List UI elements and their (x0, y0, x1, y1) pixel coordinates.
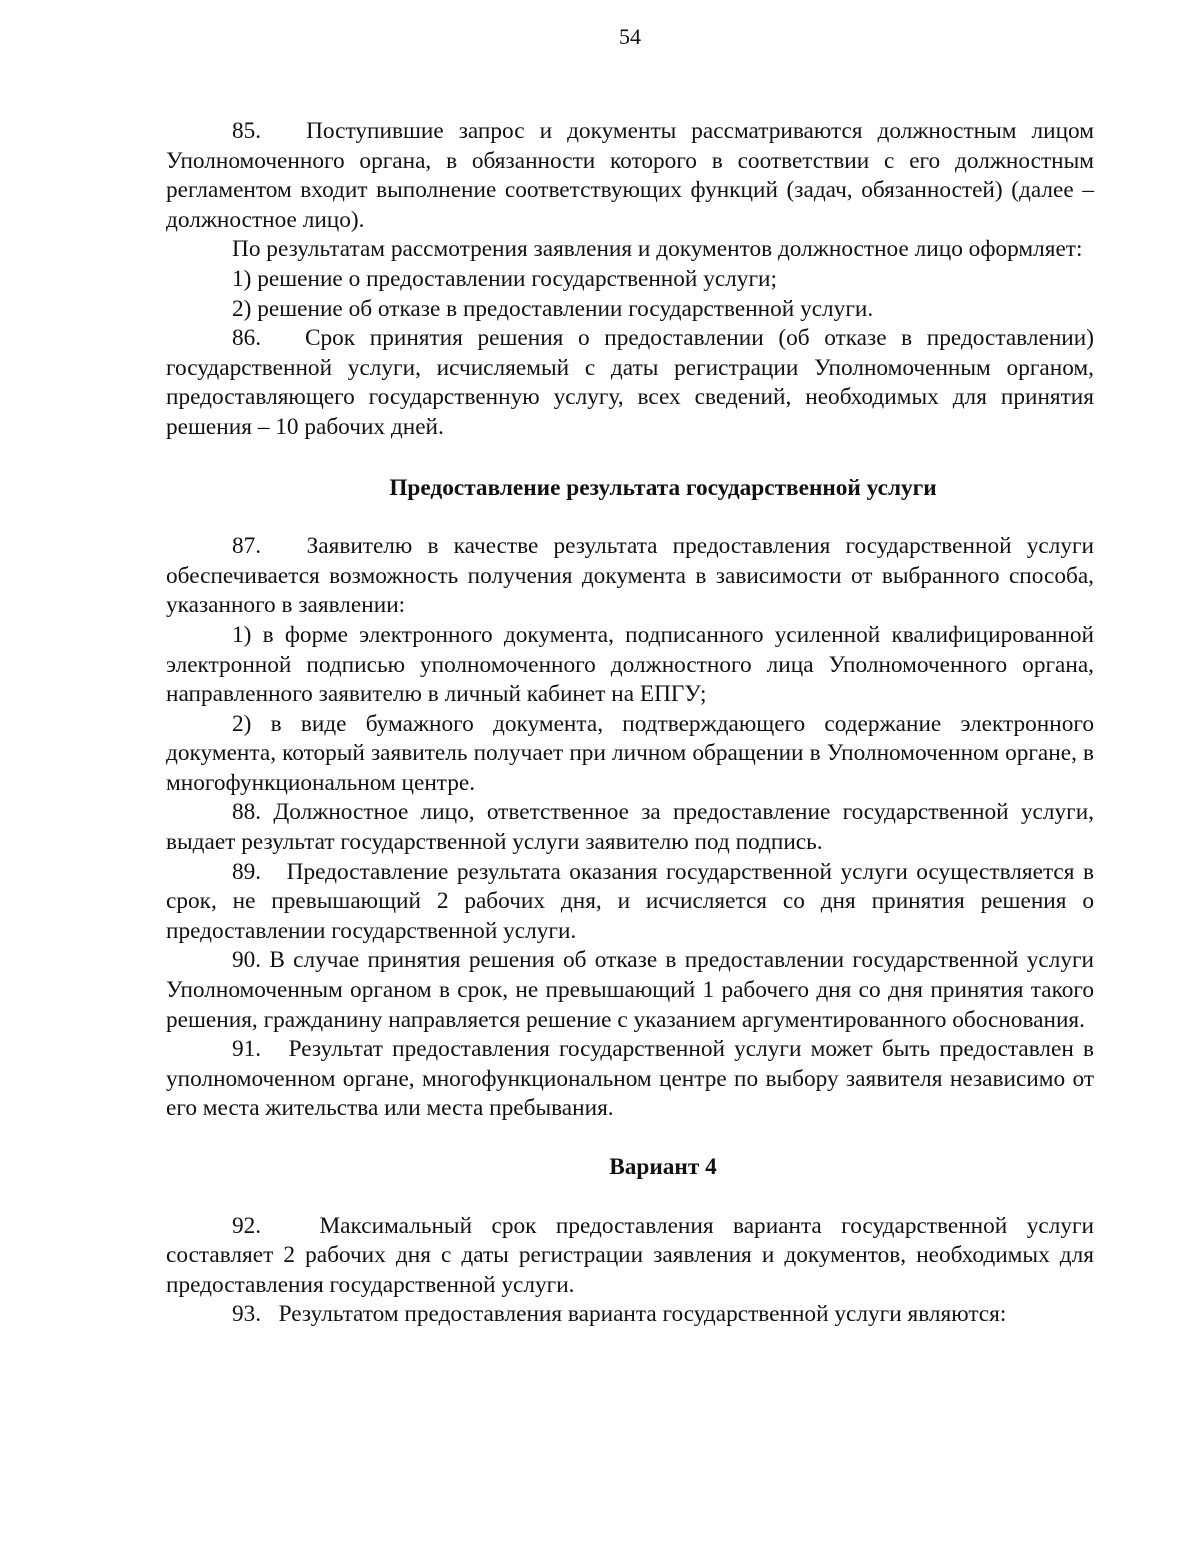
document-body (166, 117, 1094, 1330)
paragraph-90: 90. В случае принятия решения об отказе в предоставлении государственной услуги Уполномоченным органом в срок, не превышающий 1 рабочего дня со дня принятия такого решения, гражданину направляется решение с указанием аргументированного обоснования. (166, 947, 1094, 1033)
page-number: 54 (619, 24, 641, 49)
paragraph-86: 86. Срок принятия решения о предоставлении (об отказе в предоставлении) государственной услуги, исчисляемый с даты регистрации Уполномоченным органом, предоставляющего государственную услугу, всех сведений, необходимых для принятия решения – 10 рабочих дней. (166, 325, 1094, 440)
section-heading-result: Предоставление результата государственной услуги (389, 474, 937, 501)
paragraph-89: 89. Предоставление результата оказания государственной услуги осуществляется в срок, не превышающий 2 рабочих дня, и исчисляется со дня принятия решения о предоставлении государственной услуги. (166, 858, 1094, 944)
paragraph-results-intro: По результатам рассмотрения заявления и документов должностное лицо оформляет: (232, 236, 1083, 263)
paragraph-85: 85. Поступившие запрос и документы рассматриваются должностным лицом Уполномоченного органа, в обязанности которого в соответствии с его должностным регламентом входит выполнение соответствующих функций (задач, обязанностей) (далее – должностное лицо). (166, 118, 1094, 233)
paragraph-88: 88. Должностное лицо, ответственное за предоставление государственной услуги, выдает результат государственной услуги заявителю под подпись. (166, 799, 1094, 856)
paragraph-93: 93. Результатом предоставления варианта государственной услуги являются: (232, 1301, 1007, 1328)
list-item-paper-document: 2) в виде бумажного документа, подтверждающего содержание электронного документа, который заявитель получает при личном обращении в Уполномоченном органе, в многофункциональном центре. (166, 710, 1094, 796)
paragraph-87: 87. Заявителю в качестве результата предоставления государственной услуги обеспечивается возможность получения документа в зависимости от выбранного способа, указанного в заявлении: (166, 533, 1094, 619)
list-item-decision-grant: 1) решение о предоставлении государственной услуги; (232, 265, 777, 292)
list-item-decision-refusal: 2) решение об отказе в предоставлении государственной услуги. (232, 295, 874, 322)
paragraph-91: 91. Результат предоставления государственной услуги может быть предоставлен в уполномоченном органе, многофункциональном центре по выбору заявителя независимо от его места жительства или места пребывания. (166, 1036, 1094, 1122)
paragraph-92: 92. Максимальный срок предоставления варианта государственной услуги составляет 2 рабочих дня с даты регистрации заявления и документов, необходимых для предоставления государственной услуги. (166, 1212, 1094, 1298)
section-heading-variant-4: Вариант 4 (609, 1154, 717, 1180)
list-item-electronic-document: 1) в форме электронного документа, подписанного усиленной квалифицированной электронной подписью уполномоченного должностного лица Уполномоченного органа, направленного заявителю в личный кабинет на ЕПГУ; (166, 621, 1094, 708)
